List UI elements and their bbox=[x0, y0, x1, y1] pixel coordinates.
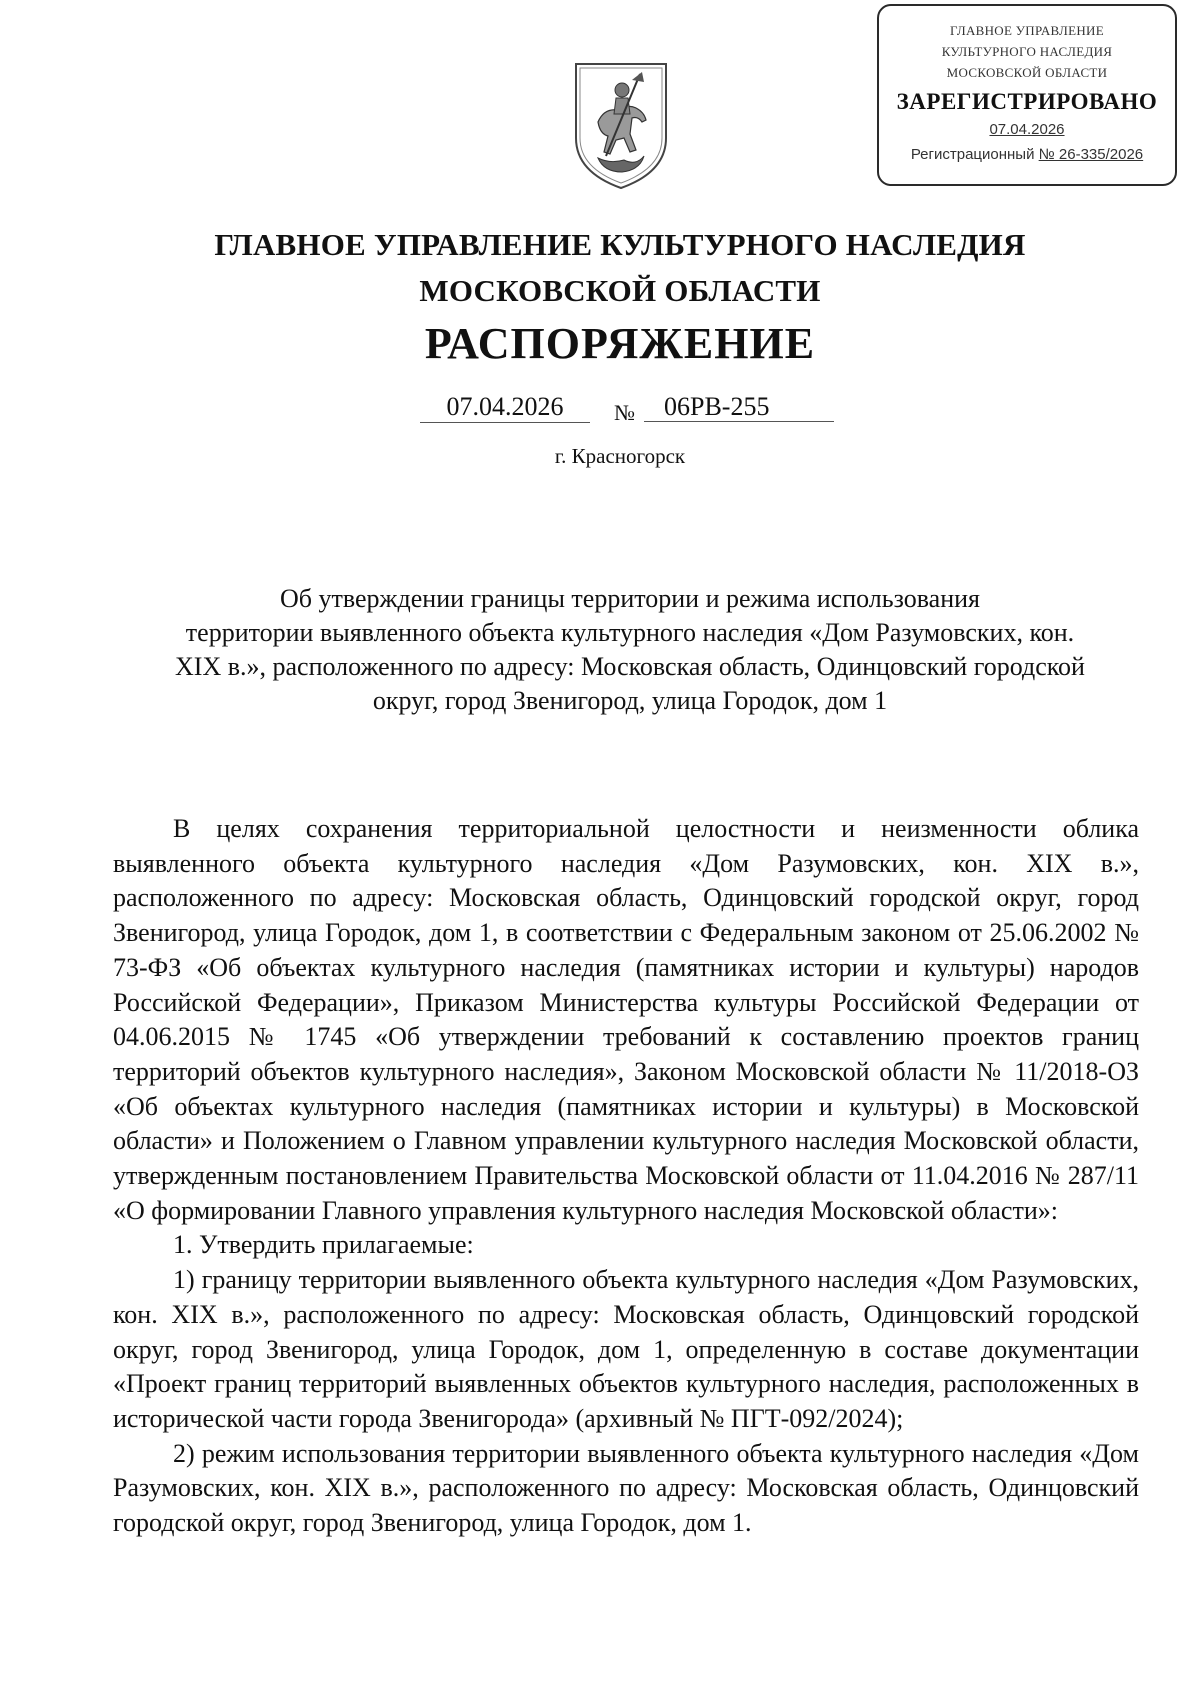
item-1-paragraph: 1. Утвердить прилагаемые: bbox=[173, 1230, 474, 1260]
stamp-org-line: МОСКОВСКОЙ ОБЛАСТИ bbox=[946, 65, 1108, 80]
subject-line: XIX в.», расположенного по адресу: Московская область, Одинцовский городской bbox=[175, 652, 1085, 681]
org-title-line-1: ГЛАВНОЕ УПРАВЛЕНИЕ КУЛЬТУРНОГО НАСЛЕДИЯ bbox=[214, 227, 1026, 262]
stamp-organization bbox=[879, 20, 1175, 83]
stamp-org-line: КУЛЬТУРНОГО НАСЛЕДИЯ bbox=[941, 44, 1113, 59]
subject-line: территории выявленного объекта культурного наследия «Дом Разумовских, кон. bbox=[185, 618, 1075, 647]
document-type: РАСПОРЯЖЕНИЕ bbox=[424, 319, 816, 368]
organization-title bbox=[0, 222, 1200, 314]
org-title-line-2: МОСКОВСКОЙ ОБЛАСТИ bbox=[419, 273, 821, 308]
item-1-2-paragraph: 2) режим использования территории выявленного объекта культурного наследия «Дом Разумовских, кон. XIX в.», расположенного по адресу: Московская область, Одинцовский городской округ, город Звенигород, улица Городок, дом 1. bbox=[113, 1438, 1139, 1538]
preamble-paragraph: В целях сохранения территориальной целостности и неизменности облика выявленного объекта культурного наследия «Дом Разумовских, кон. XIX в.», расположенного по адресу: Московская область, Одинцовский городской округ, город Звенигород, улица Городок, дом 1, в соответствии с Федеральным законом от 25.06.2002 № 73-ФЗ «Об объектах культурного наследия (памятниках истории и культуры) народов Российской Федерации», Приказом Министерства культуры Российской Федерации от 04.06.2015 № 1745 «Об утверждении требований к составлению проектов границ территорий объектов культурного наследия», Законом Московской области № 11/2018-ОЗ «Об объектах культурного наследия (памятниках истории и культуры) в Московской области» и Положением о Главном управлении культурного наследия Московской области, утвержденным постановлением Правительства Московской области от 11.04.2016 № 287/11 «О формировании Главного управления культурного наследия Московской области»: bbox=[113, 814, 1139, 1225]
number-sign: № bbox=[614, 400, 635, 425]
stamp-registration bbox=[879, 146, 1175, 163]
item-1-1-paragraph: 1) границу территории выявленного объекта культурного наследия «Дом Разумовских, кон. XIX в.», расположенного по адресу: Московская область, Одинцовский городской округ, город Звенигород, улица Городок, дом 1, определенную в составе документации «Проект границ территорий выявленных объектов культурного наследия, расположенных в исторической части города Звенигорода» (архивный № ПГТ-092/2024); bbox=[113, 1265, 1139, 1433]
document-body bbox=[113, 812, 1139, 1541]
subject-line: округ, город Звенигород, улица Городок, дом 1 bbox=[372, 686, 888, 715]
stamp-reg-number: № 26-335/2026 bbox=[1038, 146, 1144, 163]
registration-stamp bbox=[877, 4, 1177, 186]
stamp-date: 07.04.2026 bbox=[989, 121, 1065, 138]
stamp-org-line: ГЛАВНОЕ УПРАВЛЕНИЕ bbox=[950, 23, 1104, 38]
document-number: 06РВ-255 bbox=[644, 392, 834, 422]
stamp-reg-label: Регистрационный bbox=[910, 146, 1035, 163]
moscow-oblast-coat-of-arms-icon bbox=[570, 60, 672, 192]
document-subject bbox=[130, 582, 1130, 718]
document-date: 07.04.2026 bbox=[420, 392, 590, 423]
stamp-status: ЗАРЕГИСТРИРОВАНО bbox=[896, 89, 1158, 114]
subject-line: Об утверждении границы территории и режима использования bbox=[280, 584, 980, 613]
city: г. Красногорск bbox=[554, 444, 686, 468]
